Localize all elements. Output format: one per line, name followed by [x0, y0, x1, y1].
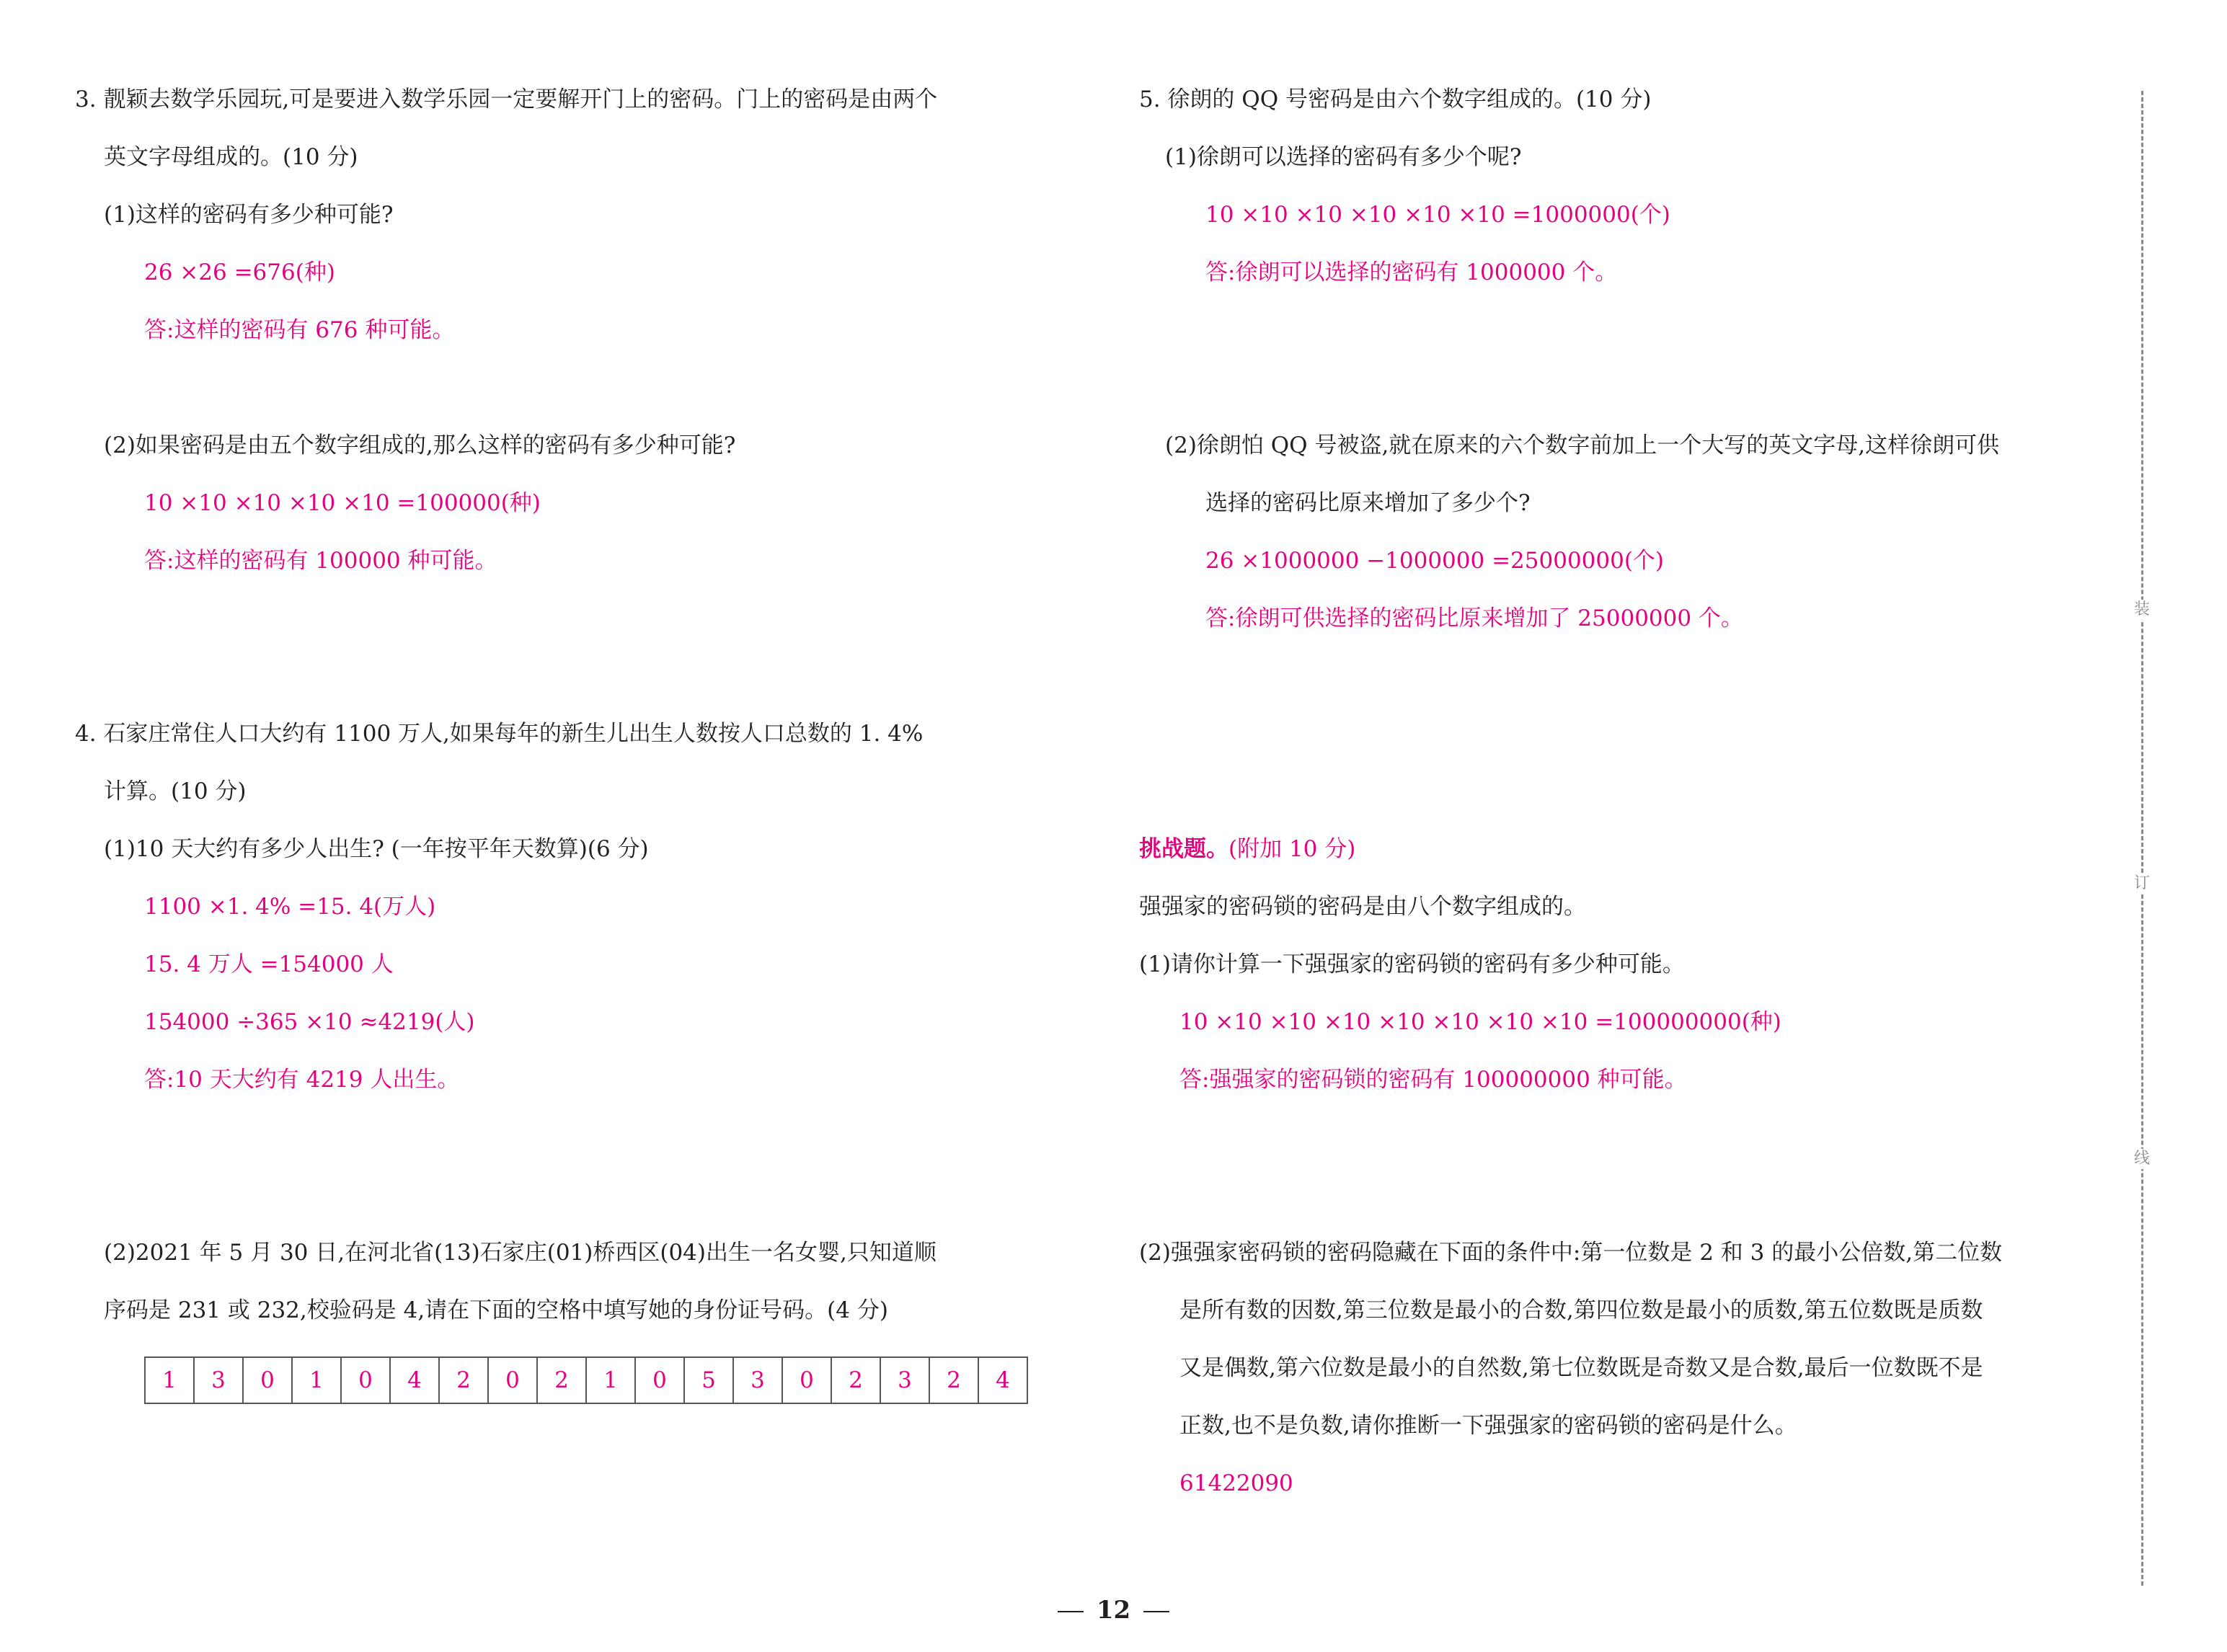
- page-number: [0, 1596, 2227, 1625]
- challenge-title: 挑战题。: [1139, 836, 1228, 862]
- id-digit-cell[interactable]: 5: [684, 1357, 733, 1403]
- id-digit-cell[interactable]: 3: [880, 1357, 929, 1403]
- q4-part1-calc1: 1100 ×1. 4% =15. 4(万人): [144, 894, 436, 920]
- id-digit-cell[interactable]: 0: [782, 1357, 831, 1403]
- id-digit-cell[interactable]: 0: [341, 1357, 390, 1403]
- q5-part2-calculation: 26 ×1000000 −1000000 =25000000(个): [1205, 548, 1665, 574]
- q5-part2-answer: 答:徐朗可供选择的密码比原来增加了 25000000 个。: [1205, 605, 1743, 631]
- binding-char-xian: 线: [2132, 1149, 2152, 1169]
- challenge-part2-line3: 又是偶数,第六位数是最小的自然数,第七位数既是奇数又是合数,最后一位数既不是: [1179, 1355, 1983, 1381]
- q3-part1-question: (1)这样的密码有多少种可能?: [104, 202, 394, 228]
- challenge-part2-line4: 正数,也不是负数,请你推断一下强强家的密码锁的密码是什么。: [1179, 1413, 1797, 1439]
- q3-part2-calculation: 10 ×10 ×10 ×10 ×10 =100000(种): [144, 490, 541, 516]
- page-number-value: 12: [1096, 1596, 1131, 1625]
- q3-stem-line2: 英文字母组成的。(10 分): [104, 144, 358, 170]
- id-digit-cell[interactable]: 2: [831, 1357, 880, 1403]
- id-digit-cell[interactable]: 0: [635, 1357, 684, 1403]
- challenge-part2-line2: 是所有数的因数,第三位数是最小的合数,第四位数是最小的质数,第五位数既是质数: [1179, 1297, 1983, 1323]
- page-number-dash-right: [1143, 1611, 1169, 1612]
- q4-stem-line1: 4. 石家庄常住人口大约有 1100 万人,如果每年的新生儿出生人数按人口总数的 1. 4%: [75, 721, 924, 747]
- challenge-part1-answer: 答:强强家的密码锁的密码有 100000000 种可能。: [1179, 1067, 1687, 1093]
- id-digit-cell[interactable]: 2: [439, 1357, 488, 1403]
- q5-part1-answer: 答:徐朗可以选择的密码有 1000000 个。: [1205, 259, 1618, 285]
- challenge-part1-calculation: 10 ×10 ×10 ×10 ×10 ×10 ×10 ×10 =100000000(种): [1179, 1009, 1781, 1035]
- binding-dashed-line: [2141, 91, 2143, 1586]
- q3-part1-answer: 答:这样的密码有 676 种可能。: [144, 317, 455, 343]
- q5-stem: 5. 徐朗的 QQ 号密码是由六个数字组成的。(10 分): [1139, 86, 1652, 112]
- id-digit-cell[interactable]: 1: [145, 1357, 194, 1403]
- q4-stem-line2: 计算。(10 分): [104, 778, 247, 804]
- q3-part2-question: (2)如果密码是由五个数字组成的,那么这样的密码有多少种可能?: [104, 432, 736, 458]
- id-digit-cell[interactable]: 1: [586, 1357, 635, 1403]
- id-number-grid: [144, 1356, 1028, 1404]
- id-digit-cell[interactable]: 3: [194, 1357, 243, 1403]
- challenge-part1-question: (1)请你计算一下强强家的密码锁的密码有多少种可能。: [1139, 951, 1685, 977]
- q5-part2-line1: (2)徐朗怕 QQ 号被盗,就在原来的六个数字前加上一个大写的英文字母,这样徐朗可供: [1165, 432, 2000, 458]
- binding-char-zhuang: 装: [2132, 600, 2152, 620]
- q3-part1-calculation: 26 ×26 =676(种): [144, 259, 335, 285]
- q4-part1-question: (1)10 天大约有多少人出生? (一年按平年天数算)(6 分): [104, 836, 649, 862]
- id-digit-cell[interactable]: 0: [488, 1357, 537, 1403]
- q4-part1-calc3: 154000 ÷365 ×10 ≈4219(人): [144, 1009, 475, 1035]
- challenge-bonus: (附加 10 分): [1228, 836, 1356, 862]
- q5-part1-question: (1)徐朗可以选择的密码有多少个呢?: [1165, 144, 1522, 170]
- q4-part1-answer: 答:10 天大约有 4219 人出生。: [144, 1067, 460, 1093]
- challenge-intro: 强强家的密码锁的密码是由八个数字组成的。: [1139, 894, 1586, 920]
- q4-part2-line1: (2)2021 年 5 月 30 日,在河北省(13)石家庄(01)桥西区(04)出生一名女婴,只知道顺: [104, 1240, 937, 1266]
- id-digit-cell[interactable]: 2: [929, 1357, 978, 1403]
- id-digit-cell[interactable]: 4: [978, 1357, 1027, 1403]
- id-digit-cell[interactable]: 3: [733, 1357, 782, 1403]
- q5-part2-line2: 选择的密码比原来增加了多少个?: [1205, 490, 1531, 516]
- id-digit-cell[interactable]: 4: [390, 1357, 439, 1403]
- challenge-part2-answer: 61422090: [1179, 1470, 1293, 1496]
- q3-stem-line1: 3. 靓颖去数学乐园玩,可是要进入数学乐园一定要解开门上的密码。门上的密码是由两个: [75, 86, 938, 112]
- q5-part1-calculation: 10 ×10 ×10 ×10 ×10 ×10 =1000000(个): [1205, 202, 1670, 228]
- q4-part1-calc2: 15. 4 万人 =154000 人: [144, 951, 394, 977]
- challenge-heading: [1139, 835, 1355, 863]
- id-digit-cell[interactable]: 2: [537, 1357, 586, 1403]
- id-digit-cell[interactable]: 1: [292, 1357, 341, 1403]
- q3-part2-answer: 答:这样的密码有 100000 种可能。: [144, 548, 497, 574]
- binding-char-ding: 订: [2132, 874, 2152, 894]
- page-number-dash-left: [1058, 1611, 1084, 1612]
- challenge-part2-line1: (2)强强家密码锁的密码隐藏在下面的条件中:第一位数是 2 和 3 的最小公倍数,第二位数: [1139, 1240, 2003, 1266]
- q4-part2-line2: 序码是 231 或 232,校验码是 4,请在下面的空格中填写她的身份证号码。(4 分): [104, 1297, 888, 1323]
- id-digit-cell[interactable]: 0: [243, 1357, 292, 1403]
